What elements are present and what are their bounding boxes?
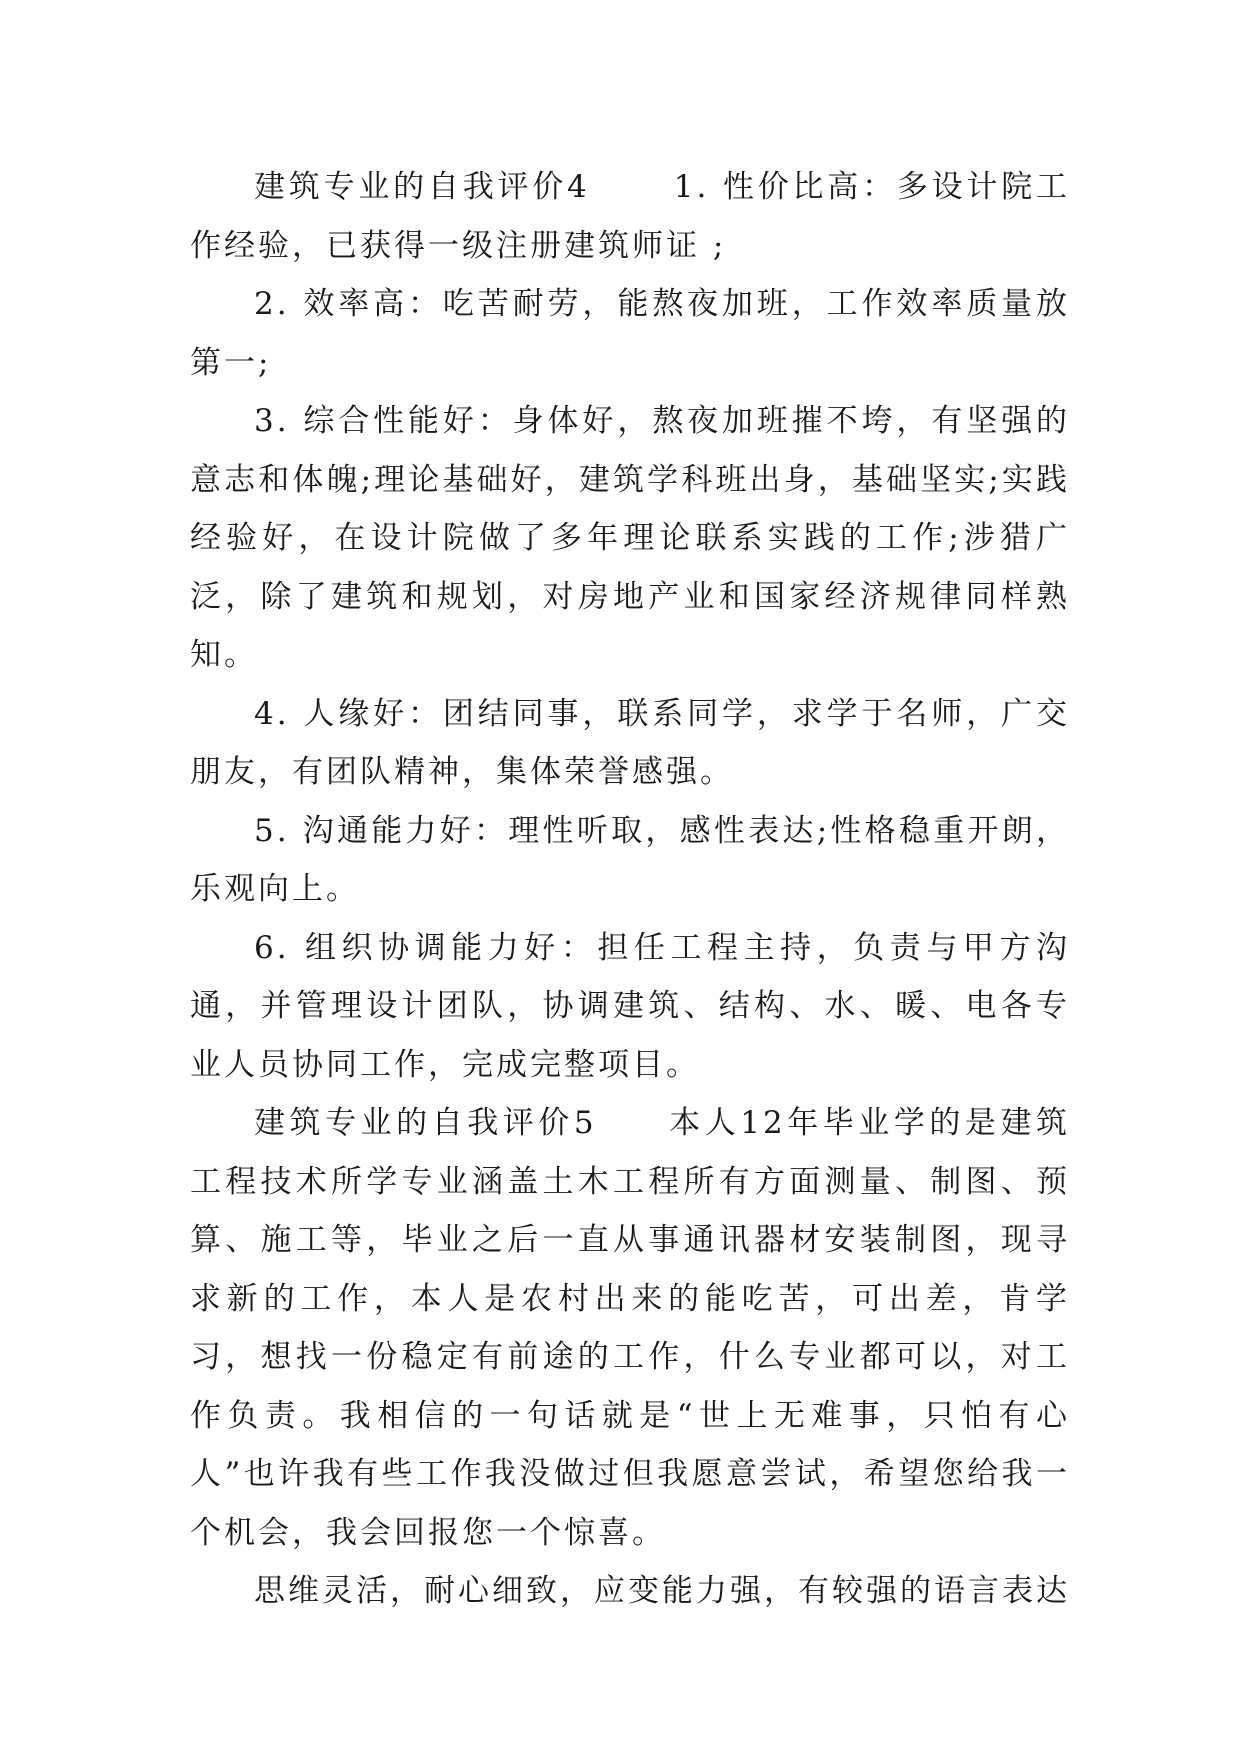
document-body [190,158,1070,1621]
paragraph-thinking: 思维灵活，耐心细致，应变能力强，有较强的语言表达 [254,1573,1070,1609]
paragraph-efficiency: 2. 效率高：吃苦耐劳，能熬夜加班，工作效率质量放第一; [190,286,1070,381]
paragraph-self-evaluation-5: 建筑专业的自我评价5 本人12年毕业学的是建筑工程技术所学专业涵盖土木工程所有方面测量、制图、预算、施工等，毕业之后一直从事通讯器材安装制图，现寻求新的工作，本人是农村出来的能吃苦，可出差，肯学习，想找一份稳定有前途的工作，什么专业都可以，对工作负责。我相信的一句话就是“世上无难事，只怕有心人”也许我有些工作我没做过但我愿意尝试，希望您给我一个机会，我会回报您一个惊喜。 [190,1105,1070,1551]
paragraph-interpersonal: 4. 人缘好：团结同事，联系同学，求学于名师，广交朋友，有团队精神，集体荣誉感强。 [190,695,1070,790]
paragraph-coordination: 6. 组织协调能力好：担任工程主持，负责与甲方沟通，并管理设计团队，协调建筑、结构、水、暖、电各专业人员协同工作，完成完整项目。 [190,929,1070,1083]
paragraph-self-evaluation-4: 建筑专业的自我评价4 1. 性价比高：多设计院工作经验，已获得一级注册建筑师证 ; [190,169,1070,264]
paragraph-overall-ability: 3. 综合性能好：身体好，熬夜加班摧不垮，有坚强的意志和体魄;理论基础好，建筑学科班出身，基础坚实;实践经验好，在设计院做了多年理论联系实践的工作;涉猎广泛，除了建筑和规划，对房地产业和国家经济规律同样熟知。 [190,403,1070,673]
paragraph-communication: 5. 沟通能力好：理性听取，感性表达;性格稳重开朗，乐观向上。 [190,812,1070,907]
